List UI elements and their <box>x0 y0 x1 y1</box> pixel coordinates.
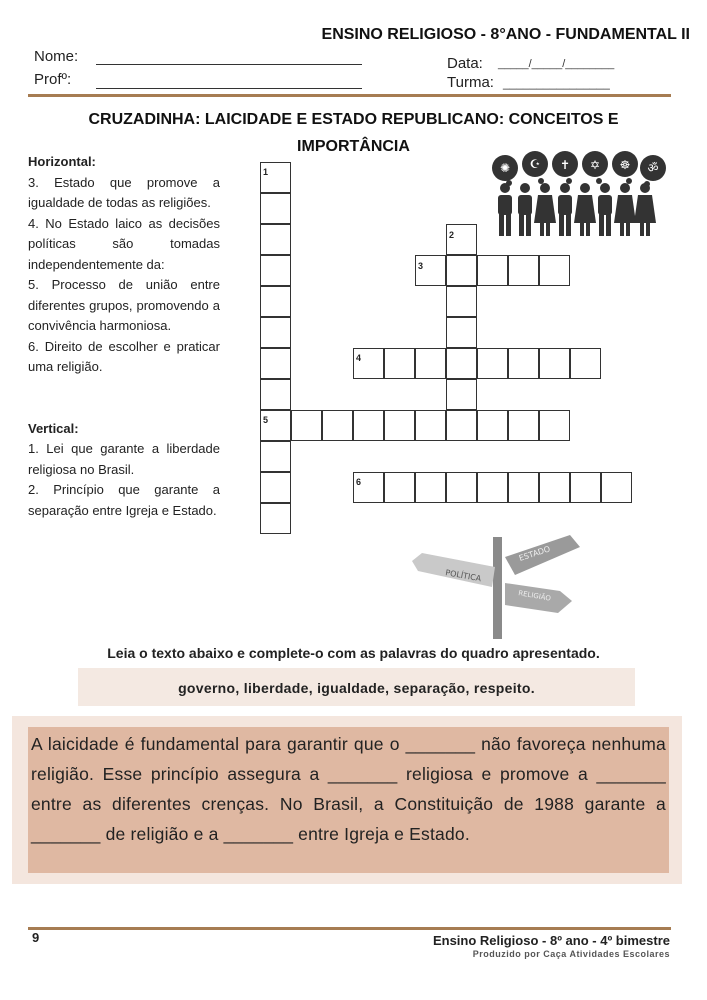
clue-v1: 1. Lei que garante a liberdade religiosa no Brasil. <box>28 441 220 477</box>
header-divider <box>28 94 671 97</box>
crossword-cell[interactable] <box>477 255 508 286</box>
crossword-cell[interactable] <box>539 410 570 441</box>
crossword-cell[interactable] <box>260 379 291 410</box>
crossword-number-6: 6 <box>356 477 362 487</box>
sign-religiao-text: RELIGIÃO <box>517 589 552 603</box>
crossword-number-5: 5 <box>263 415 269 425</box>
crossword-cell[interactable] <box>260 472 291 503</box>
thought-bubbles-icon <box>492 151 666 187</box>
crossword-cell[interactable] <box>260 317 291 348</box>
crossword-number-2: 2 <box>449 230 455 240</box>
svg-text:✡: ✡ <box>589 158 601 172</box>
crossword-cell[interactable] <box>477 410 508 441</box>
page-title: CRUZADINHA: LAICIDADE E ESTADO REPUBLICANO: CONCEITOS E IMPORTÂNCIA <box>88 111 619 155</box>
date-blank[interactable]: _____/_____/________ <box>498 58 615 70</box>
clue-v2: 2. Princípio que garante a separação entre Igreja e Estado. <box>28 482 220 518</box>
clue-h3: 3. Estado que promove a igualdade de todas as religiões. <box>28 174 220 210</box>
crossword-cell[interactable] <box>291 410 322 441</box>
crossword-cell[interactable] <box>446 255 477 286</box>
crossword-number-1: 1 <box>263 167 269 177</box>
page-number: 9 <box>32 930 40 945</box>
crossword-cell[interactable] <box>415 410 446 441</box>
crossword-cell[interactable] <box>446 317 477 348</box>
crossword-cell[interactable] <box>539 472 570 503</box>
crossword-cell[interactable] <box>477 348 508 379</box>
crossword-cell[interactable] <box>446 472 477 503</box>
crossword-cell[interactable] <box>508 472 539 503</box>
clues-panel <box>28 152 220 521</box>
footer-subject: Ensino Religioso - 8º ano - 4º bimestre <box>432 933 670 948</box>
clue-h6: 6. Direito de escolher e praticar uma religião. <box>28 338 220 374</box>
crossword-cell[interactable] <box>260 193 291 224</box>
clue-h4: 4. No Estado laico as decisões políticas são tomadas independentemente da: <box>28 215 220 272</box>
teacher-label: Profº: <box>34 71 72 88</box>
crossword-cell[interactable] <box>260 441 291 472</box>
signpost-illustration <box>410 525 585 640</box>
class-label: Turma: <box>447 74 494 91</box>
clue-h5: 5. Processo de união entre diferentes grupos, promovendo a convivência harmoniosa. <box>28 277 220 333</box>
svg-text:ॐ: ॐ <box>647 161 659 175</box>
crossword-cell[interactable] <box>353 410 384 441</box>
horizontal-heading: Horizontal: <box>28 154 96 169</box>
crossword-cell[interactable] <box>446 348 477 379</box>
crossword-cell[interactable] <box>539 255 570 286</box>
svg-text:☪: ☪ <box>529 157 541 171</box>
crossword-cell[interactable] <box>322 410 353 441</box>
crossword-cell[interactable] <box>508 255 539 286</box>
crossword-number-3: 3 <box>418 261 424 271</box>
crossword-cell[interactable] <box>570 472 601 503</box>
worksheet-header-title: ENSINO RELIGIOSO - 8°ANO - FUNDAMENTAL II <box>321 26 690 43</box>
svg-text:☸: ☸ <box>619 158 631 172</box>
crossword-cell[interactable] <box>260 286 291 317</box>
crossword-cell[interactable] <box>539 348 570 379</box>
teacher-blank-line[interactable] <box>96 88 362 89</box>
crossword-number-4: 4 <box>356 353 362 363</box>
footer-divider <box>28 927 671 930</box>
footer-credit: Produzido por Caça Atividades Escolares <box>472 949 670 959</box>
fill-in-paragraph: A laicidade é fundamental para garantir que o _______ não favoreça nenhuma religião. Esse princípio assegura a _______ religiosa e promove a _______ entre as diferentes crenças. No Brasil, a Constituição de 1988 garante a _______ de religião e a _______ entre Igreja e Estado. <box>31 734 666 844</box>
svg-text:✺: ✺ <box>499 161 511 175</box>
sign-politica-text: POLÍTICA <box>444 568 482 584</box>
crossword-cell[interactable] <box>601 472 632 503</box>
crossword-cell[interactable] <box>260 503 291 534</box>
date-label: Data: <box>447 55 483 72</box>
crossword-cell[interactable] <box>508 348 539 379</box>
crossword-cell[interactable] <box>508 410 539 441</box>
sign-estado-text: ESTADO <box>517 544 552 563</box>
crossword-cell[interactable] <box>446 379 477 410</box>
people-figures-icon <box>498 183 656 236</box>
crossword-cell[interactable] <box>384 348 415 379</box>
diverse-religions-illustration <box>487 150 672 245</box>
instruction-text: Leia o texto abaixo e complete-o com as palavras do quadro apresentado. <box>107 645 600 661</box>
crossword-cell[interactable] <box>415 348 446 379</box>
word-bank-text: governo, liberdade, igualdade, separação, respeito. <box>178 680 535 696</box>
crossword-cell[interactable] <box>446 410 477 441</box>
crossword-cell[interactable] <box>415 472 446 503</box>
crossword-cell[interactable] <box>477 472 508 503</box>
crossword-cell[interactable] <box>384 472 415 503</box>
name-blank-line[interactable] <box>96 64 362 65</box>
class-blank[interactable]: ________________ <box>503 76 610 90</box>
signpost-pole <box>493 537 502 639</box>
name-label: Nome: <box>34 48 79 65</box>
crossword-cell[interactable] <box>260 255 291 286</box>
crossword-cell[interactable] <box>446 286 477 317</box>
crossword-cell[interactable] <box>260 348 291 379</box>
crossword-cell[interactable] <box>260 224 291 255</box>
svg-text:✝: ✝ <box>559 158 571 172</box>
vertical-heading: Vertical: <box>28 420 79 436</box>
crossword-cell[interactable] <box>384 410 415 441</box>
crossword-cell[interactable] <box>570 348 601 379</box>
